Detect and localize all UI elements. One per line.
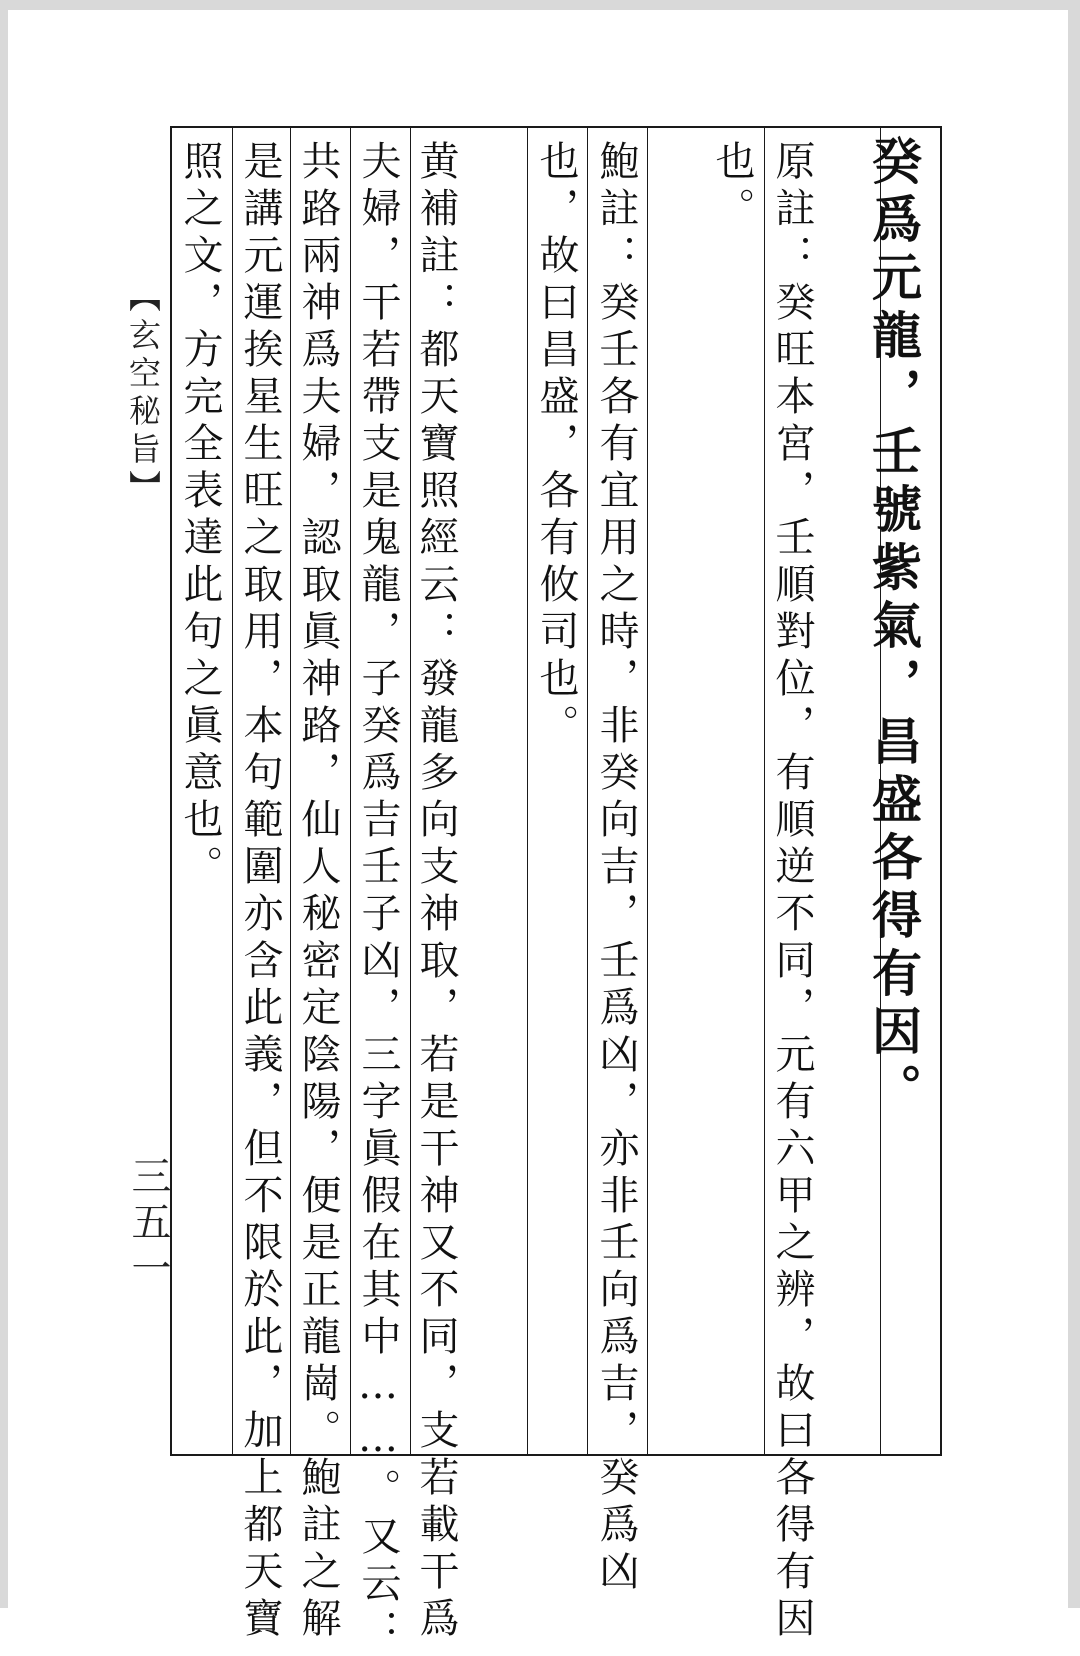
scan-border-left [0,0,8,1608]
scan-border-right [1068,0,1080,1608]
text-column-7: 黄補註：都天寶照經云：發龍多向支神取，若是干神又不同，支若載干爲 [413,140,459,1644]
verse-heading: 癸爲元龍，壬號紫氣，昌盛各得有因。 [864,135,923,1121]
text-column-9: 共路兩神爲夫婦，認取眞神路，仙人秘密定陰陽，便是正龍崗。鮑註之解 [295,140,341,1644]
scan-border-top [0,0,1080,10]
column-rule [290,128,291,1454]
column-rule [764,128,765,1454]
text-column-1: 原註：癸旺本宮，壬順對位，有順逆不同，元有六甲之辨，故曰各得有因 [769,140,815,1644]
text-column-8: 夫婦，干若帶支是鬼龍，子癸爲吉壬子凶，三字眞假在其中……。又云： [355,140,401,1656]
column-rule [527,128,528,1454]
text-column-2: 也。 [709,140,755,234]
column-rule [587,128,588,1454]
page-number: 三五一 [125,1155,171,1293]
column-rule [350,128,351,1454]
column-rule [410,128,411,1454]
text-column-4: 鮑註：癸壬各有宜用之時，非癸向吉，壬爲凶，亦非壬向爲吉，癸爲凶 [593,140,639,1597]
text-column-10: 是講元運挨星生旺之取用，本句範圍亦含此義，但不限於此，加上都天寶 [237,140,283,1644]
text-column-5: 也，故曰昌盛，各有攸司也。 [533,140,579,751]
book-title-label: 【玄空秘旨】 [124,280,162,508]
column-rule [647,128,648,1454]
column-rule [232,128,233,1454]
text-column-11: 照之文，方完全表達此句之眞意也。 [177,140,223,892]
